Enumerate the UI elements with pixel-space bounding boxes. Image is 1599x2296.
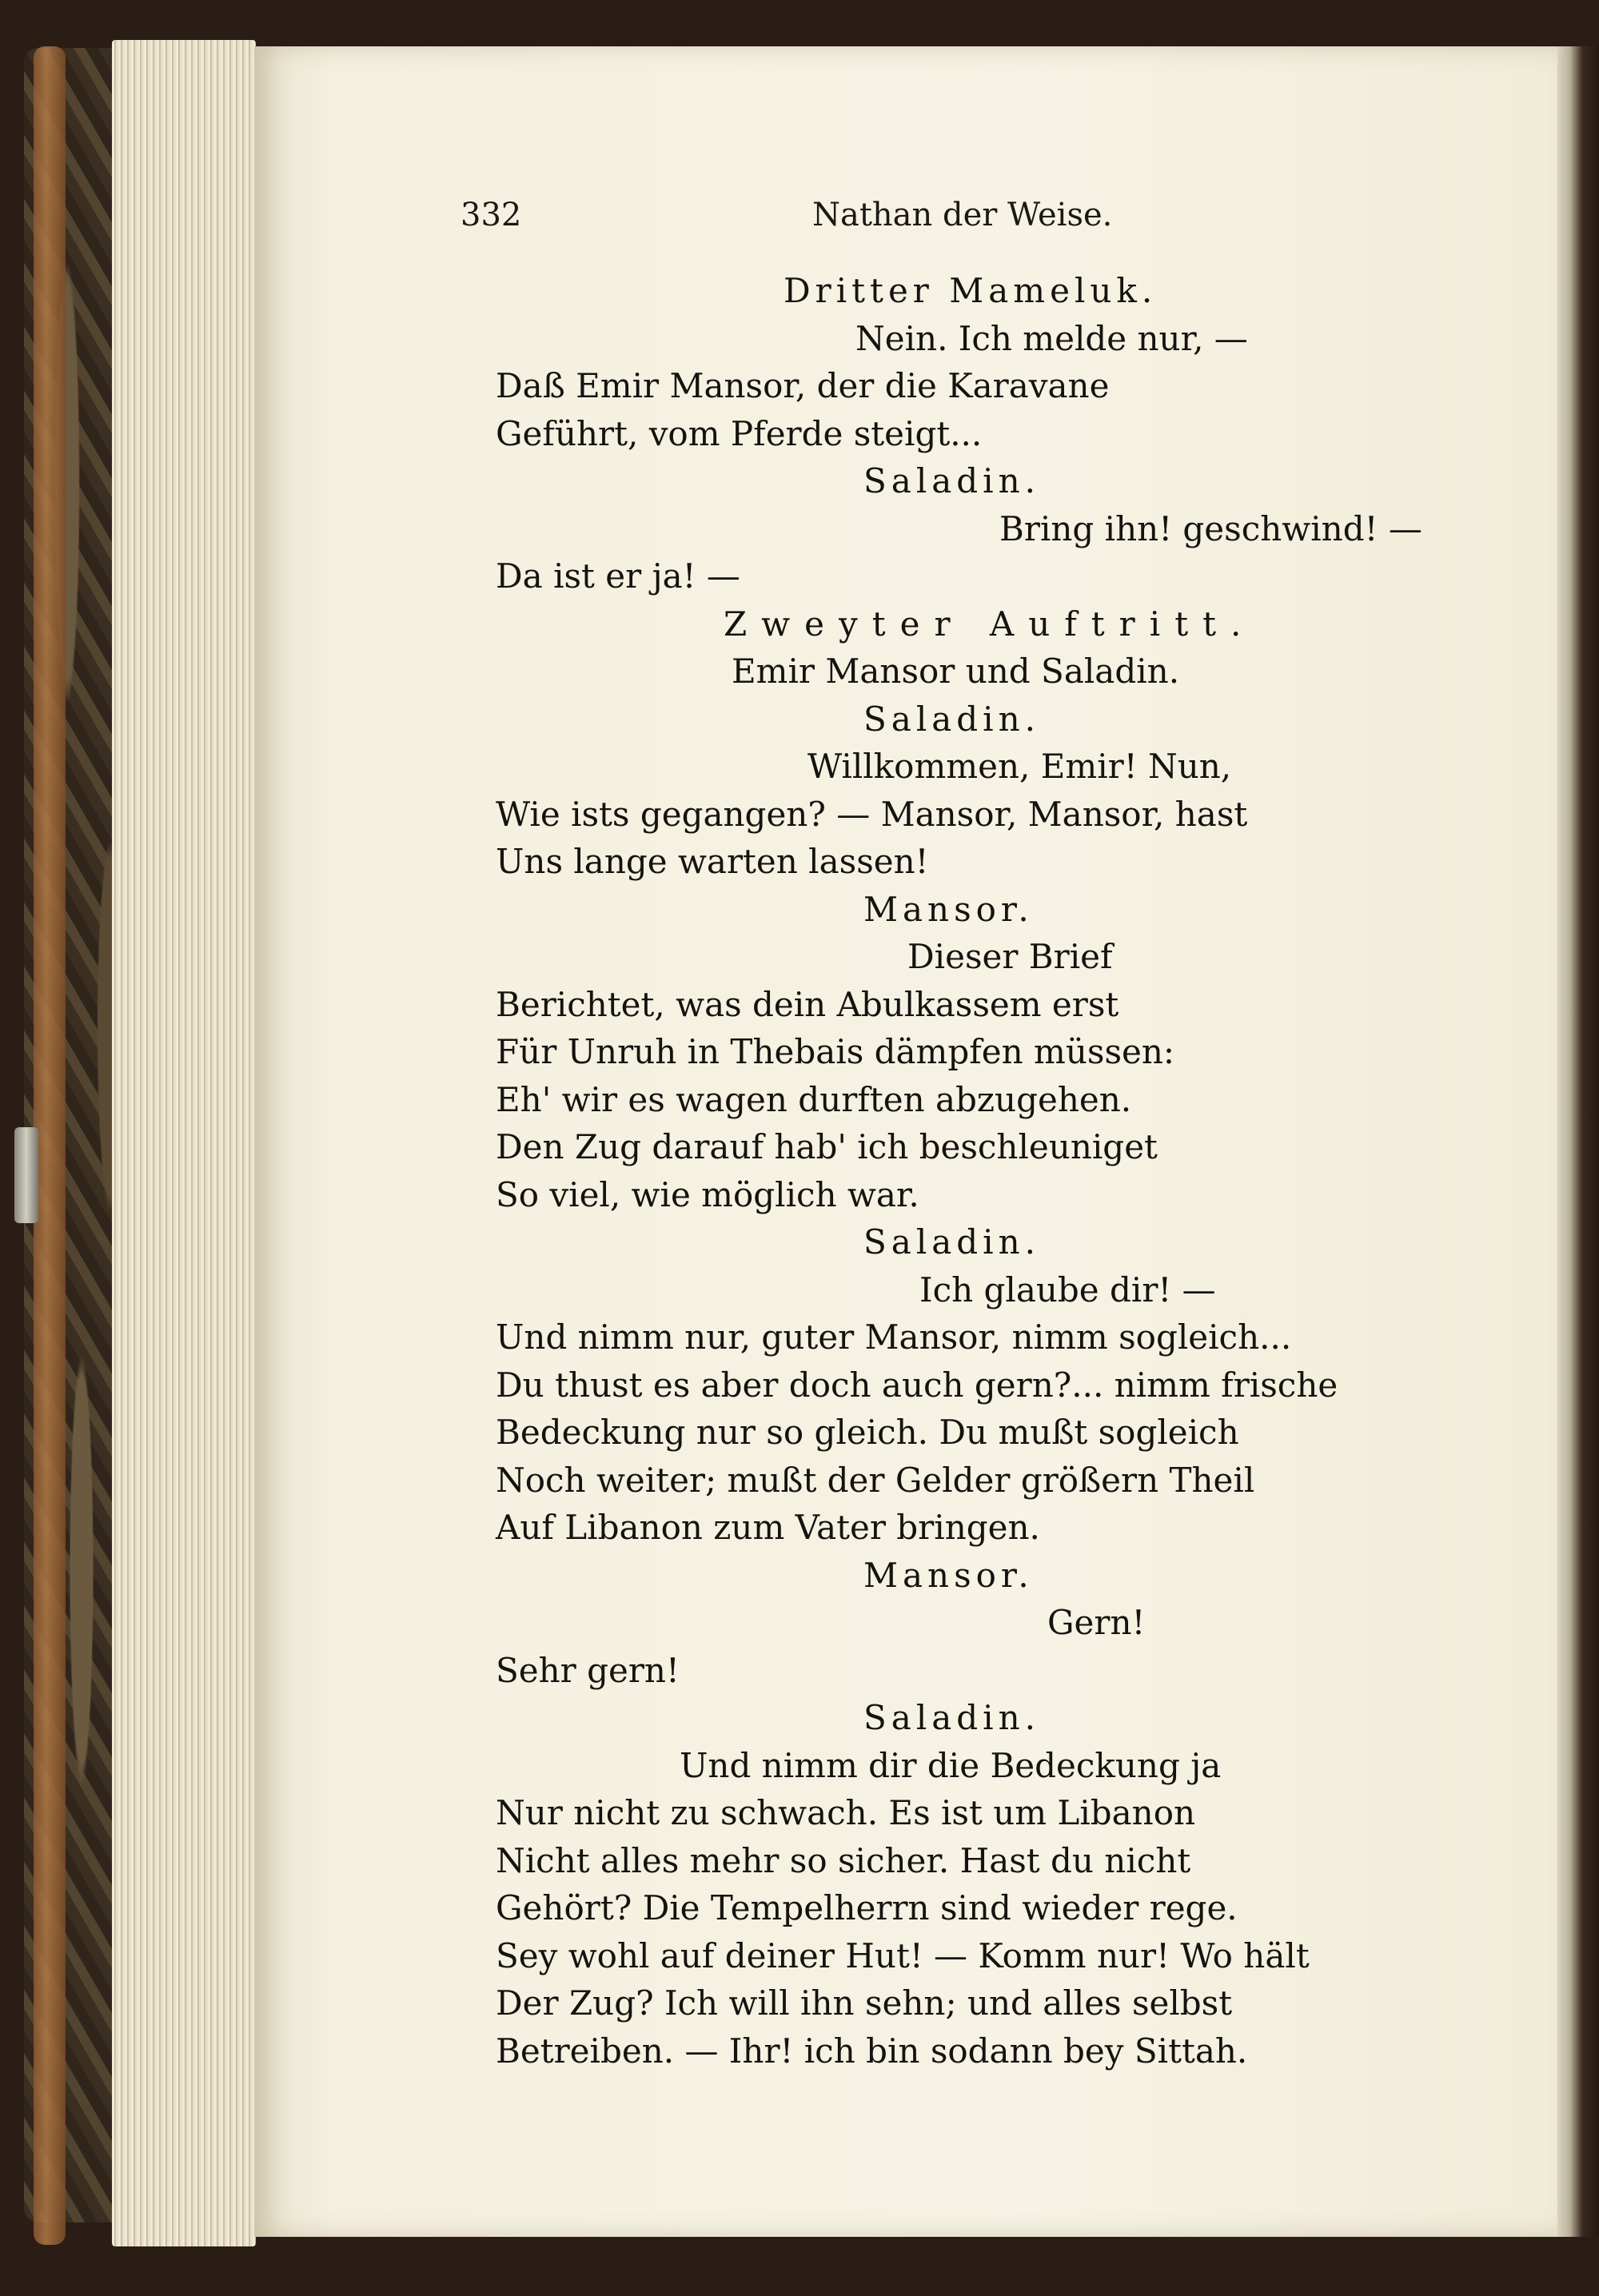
verse-line: Ich glaube dir! — <box>919 1270 1216 1309</box>
verse-line: Bring ihn! geschwind! — <box>999 508 1422 548</box>
speaker-line: Saladin. <box>863 1698 1041 1737</box>
verse-line: Der Zug? Ich will ihn sehn; und alles selbst <box>496 1983 1233 2023</box>
verse-line: Und nimm dir die Bedeckung ja <box>680 1745 1222 1785</box>
verse-line: Auf Libanon zum Vater bringen. <box>496 1508 1040 1547</box>
speaker-line: Dritter Mameluk. <box>784 271 1158 310</box>
page-number: 332 <box>461 197 522 233</box>
verse-line: Sey wohl auf deiner Hut! — Komm nur! Wo hält <box>496 1935 1310 1975</box>
verse-line: Dieser Brief <box>907 937 1113 976</box>
verse-line: Betreiben. — Ihr! ich bin sodann bey Sittah. <box>496 2031 1248 2071</box>
speaker-line: Saladin. <box>863 699 1041 739</box>
speaker-line: Mansor. <box>863 889 1034 929</box>
play-text <box>496 267 1422 2075</box>
metal-clasp <box>14 1127 38 1223</box>
verse-line: Bedeckung nur so gleich. Du mußt sogleich <box>496 1413 1239 1452</box>
verse-line: Den Zug darauf hab' ich beschleuniget <box>496 1127 1158 1166</box>
verse-line: Für Unruh in Thebais dämpfen müssen: <box>496 1032 1175 1071</box>
verse-line: Nur nicht zu schwach. Es ist um Libanon <box>496 1793 1196 1832</box>
verse-line: Willkommen, Emir! Nun, <box>807 747 1232 786</box>
speaker-line: Saladin. <box>863 1222 1041 1262</box>
verse-line: Da ist er ja! — <box>496 556 740 596</box>
verse-line: Noch weiter; mußt der Gelder größern Theil <box>496 1460 1255 1500</box>
verse-line: Und nimm nur, guter Mansor, nimm sogleich... <box>496 1317 1292 1357</box>
verse-line: Gern! <box>1047 1603 1146 1642</box>
speaker-line: Saladin. <box>863 461 1041 500</box>
verse-line: Geführt, vom Pferde steigt... <box>496 413 983 453</box>
verse-line: Nicht alles mehr so sicher. Hast du nicht <box>496 1840 1191 1880</box>
verse-line: Wie ists gegangen? — Mansor, Mansor, hast <box>496 794 1248 834</box>
page-gutter-right <box>1557 46 1599 2237</box>
verse-line: Berichtet, was dein Abulkassem erst <box>496 984 1119 1024</box>
speaker-line: Mansor. <box>863 1555 1034 1595</box>
scene-heading: Zweyter Auftritt. <box>724 604 1256 644</box>
verse-line: Nein. Ich melde nur, — <box>855 318 1248 358</box>
verse-line: Daß Emir Mansor, der die Karavane <box>496 366 1110 405</box>
verse-line: Uns lange warten lassen! <box>496 842 929 881</box>
leather-spine-edge <box>34 46 66 2245</box>
page-header <box>461 197 1260 241</box>
verse-line: So viel, wie möglich war. <box>496 1174 919 1214</box>
verse-line: Eh' wir es wagen durften abzugehen. <box>496 1079 1132 1119</box>
running-title: Nathan der Weise. <box>812 197 1113 233</box>
page-edges <box>112 40 256 2246</box>
verse-line: Gehört? Die Tempelherrn sind wieder rege. <box>496 1888 1238 1927</box>
cast-line: Emir Mansor und Saladin. <box>732 652 1180 691</box>
verse-line: Sehr gern! <box>496 1650 680 1690</box>
verse-line: Du thust es aber doch auch gern?... nimm frische <box>496 1365 1338 1405</box>
